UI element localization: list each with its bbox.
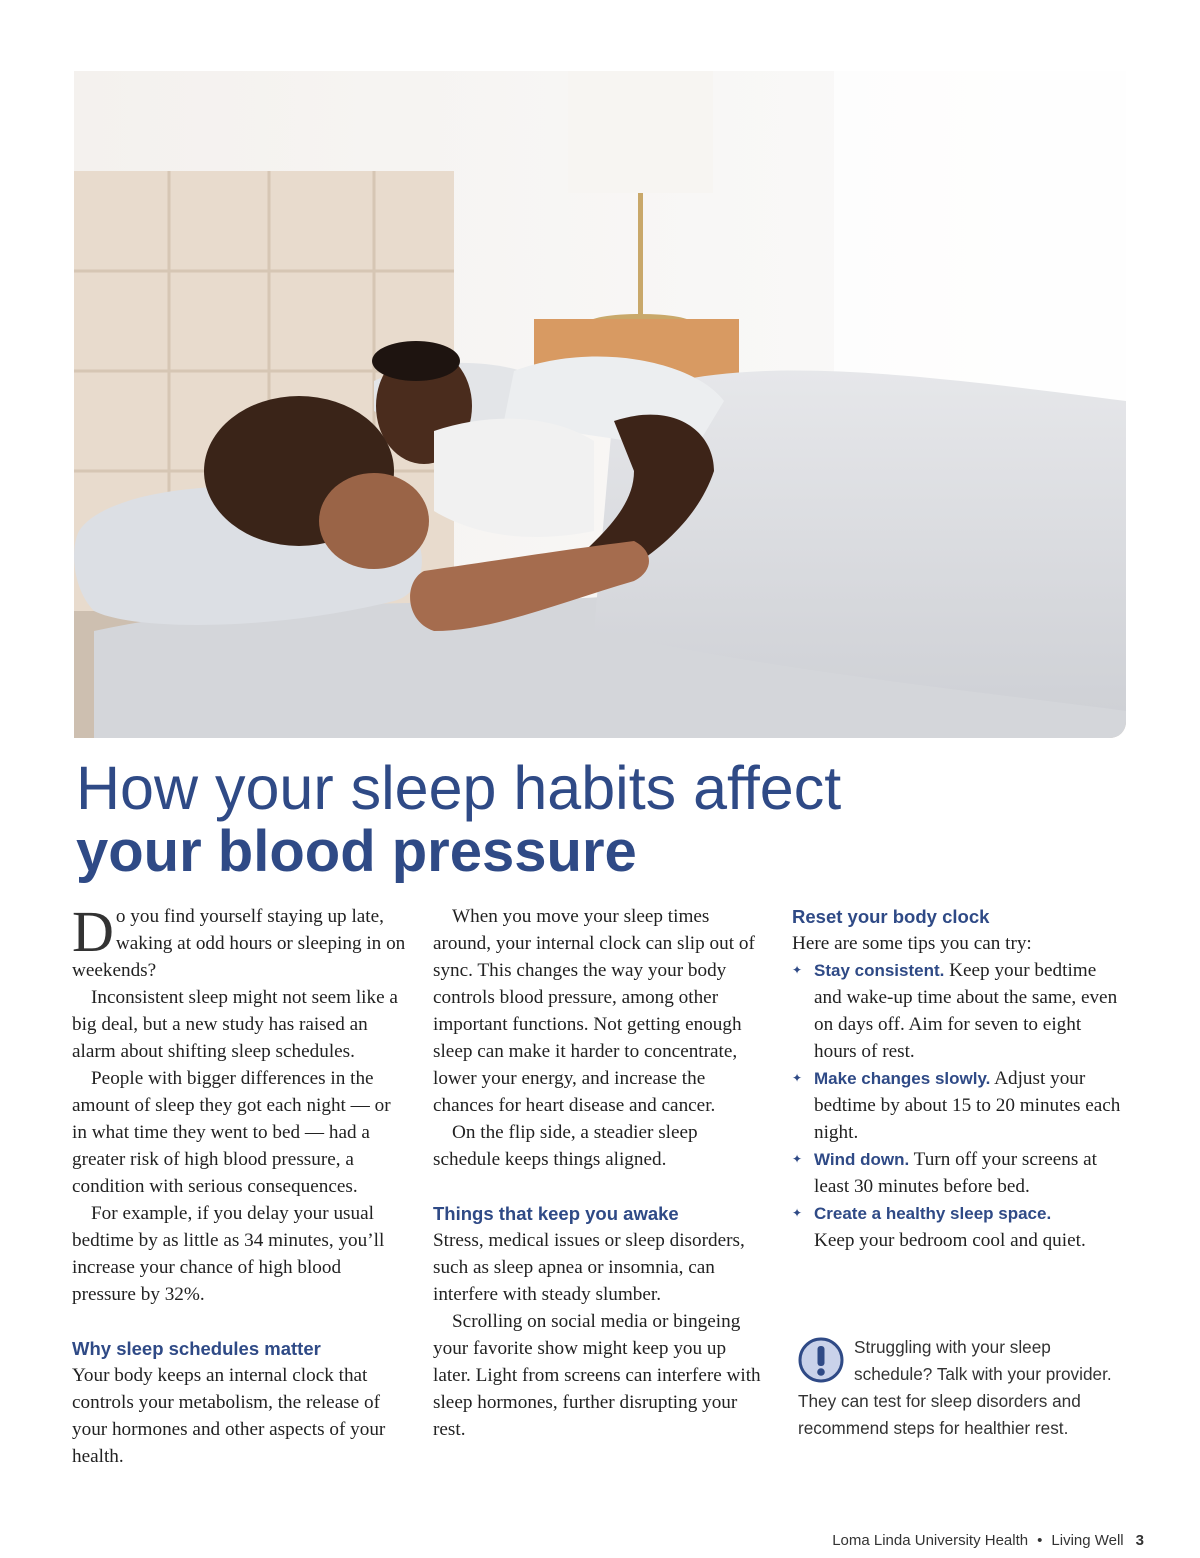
page-footer bbox=[832, 1532, 1144, 1549]
list-item bbox=[792, 1146, 1122, 1200]
footer-separator: • bbox=[1037, 1532, 1043, 1549]
intro-text: o you find yourself staying up late, waking at odd hours or sleeping in on weekends? bbox=[72, 906, 406, 981]
headline-line-1: How your sleep habits affect bbox=[76, 754, 842, 822]
page-number: 3 bbox=[1135, 1532, 1144, 1549]
tips-intro: Here are some tips you can try: bbox=[792, 933, 1032, 954]
bullet-icon: ✦ bbox=[792, 1206, 803, 1220]
tip-text: Keep your bedtime and wake-up time about the same, even on days off. Aim for seven to eight hours of rest. bbox=[814, 960, 1118, 1062]
paragraph: Inconsistent sleep might not seem like a big deal, but a new study has raised an alarm about shifting sleep schedules. bbox=[72, 987, 398, 1062]
intro-paragraph bbox=[72, 899, 407, 984]
paragraph: Your body keeps an internal clock that controls your metabolism, the release of your hormones and other aspects of your health. bbox=[72, 1365, 386, 1467]
paragraph: When you move your sleep times around, your internal clock can slip out of sync. This changes the way your body controls blood pressure, among other important functions. Not getting enough sleep can make it harder to concentrate, lower your energy, and increase the chances for heart disease and cancer. bbox=[433, 906, 755, 1116]
tips-list bbox=[792, 957, 1122, 1254]
hero-photo-illustration bbox=[74, 71, 1126, 738]
bullet-icon: ✦ bbox=[792, 1071, 803, 1085]
list-item bbox=[792, 1200, 1122, 1254]
exclamation-circle-icon bbox=[798, 1337, 844, 1383]
headline-line-2: your blood pressure bbox=[76, 819, 637, 884]
bullet-icon: ✦ bbox=[792, 963, 803, 977]
column-1 bbox=[72, 899, 407, 1470]
paragraph: People with bigger differences in the amount of sleep they got each night — or in what time they went to bed — had a greater risk of high blood pressure, a condition with serious consequences. bbox=[72, 1068, 391, 1197]
paragraph: On the flip side, a steadier sleep schedule keeps things aligned. bbox=[433, 1122, 698, 1170]
callout-box bbox=[798, 1334, 1128, 1442]
footer-publication: Living Well bbox=[1051, 1532, 1124, 1549]
tip-text: Adjust your bedtime by about 15 to 20 minutes each night. bbox=[814, 1068, 1121, 1143]
drop-cap: D bbox=[72, 899, 114, 964]
list-item bbox=[792, 1065, 1122, 1146]
tip-lead: Stay consistent. bbox=[814, 961, 945, 980]
tip-lead: Wind down. bbox=[814, 1150, 910, 1169]
paragraph: Scrolling on social media or bingeing your favorite show might keep you up later. Light from screens can interfere with sleep hormones, further disrupting your rest. bbox=[433, 1311, 761, 1440]
paragraph: Stress, medical issues or sleep disorders, such as sleep apnea or insomnia, can interfere with steady slumber. bbox=[433, 1230, 745, 1305]
paragraph: For example, if you delay your usual bedtime by as little as 34 minutes, you’ll increase your chance of high blood pressure by 32%. bbox=[72, 1203, 385, 1305]
section-heading: Reset your body clock bbox=[792, 906, 990, 927]
footer-org: Loma Linda University Health bbox=[832, 1532, 1029, 1549]
callout-text: Struggling with your sleep schedule? Talk with your provider. They can test for sleep disorders and recommend steps for healthier rest. bbox=[798, 1337, 1112, 1438]
tip-lead: Create a healthy sleep space. bbox=[814, 1204, 1052, 1223]
tip-text: Turn off your screens at least 30 minutes before bed. bbox=[814, 1149, 1097, 1197]
section-heading: Why sleep schedules matter bbox=[72, 1338, 321, 1359]
list-item bbox=[792, 957, 1122, 1065]
bullet-icon: ✦ bbox=[792, 1152, 803, 1166]
hero-photo bbox=[74, 71, 1126, 738]
article-headline bbox=[76, 755, 841, 883]
column-2 bbox=[433, 903, 768, 1443]
tip-lead: Make changes slowly. bbox=[814, 1069, 991, 1088]
tip-text: Keep your bedroom cool and quiet. bbox=[814, 1230, 1086, 1251]
section-heading: Things that keep you awake bbox=[433, 1203, 679, 1224]
column-3 bbox=[792, 903, 1122, 1254]
